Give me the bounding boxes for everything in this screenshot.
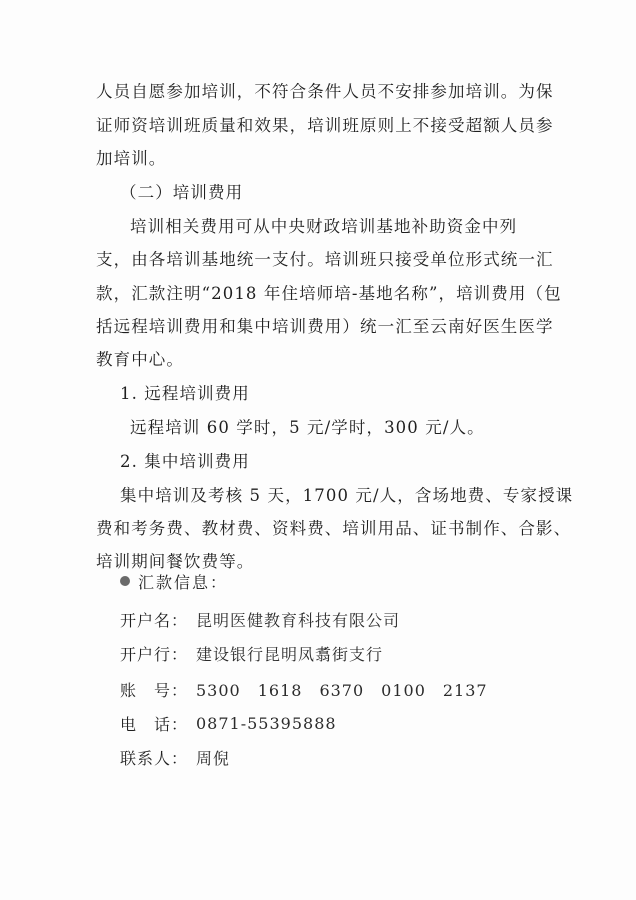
phone-row	[120, 713, 337, 733]
account-name-row	[120, 609, 400, 629]
section-heading: （二）培训费用	[120, 183, 244, 202]
bank-row	[120, 643, 383, 663]
field-value: 5300 1618 6370 0100 2137	[196, 680, 488, 700]
field-label: 开户行：	[120, 644, 189, 664]
field-value: 昆明医健教育科技有限公司	[196, 610, 401, 630]
field-value: 建设银行昆明凤翥街支行	[196, 644, 384, 664]
remittance-heading-row	[120, 571, 228, 591]
paragraph-line: 集中培训及考核 5 天，1700 元/人，含场地费、专家授课	[120, 486, 574, 505]
paragraph-line: 款，汇款注明“2018 年住培师培-基地名称”，培训费用（包	[96, 284, 562, 303]
remittance-heading: 汇款信息：	[138, 572, 229, 592]
paragraph-line: 人员自愿参加培训，不符合条件人员不安排参加培训。为保	[96, 82, 554, 101]
item-heading: 2. 集中培训费用	[120, 452, 250, 471]
contact-row	[120, 747, 230, 767]
paragraph-line: 支，由各培训基地统一支付。培训班只接受单位形式统一汇	[96, 250, 554, 269]
paragraph-line: 费和考务费、教材费、资料费、培训用品、证书制作、合影、	[96, 519, 572, 538]
item-text: 远程培训 60 学时，5 元/学时，300 元/人。	[130, 418, 485, 437]
paragraph-line: 括远程培训费用和集中培训费用）统一汇至云南好医生医学	[96, 317, 554, 336]
paragraph-line: 培训期间餐饮费等。	[96, 552, 255, 571]
bullet-icon	[120, 576, 130, 586]
account-number-row	[120, 679, 488, 699]
paragraph-line: 培训相关费用可从中央财政培训基地补助资金中列	[130, 217, 518, 236]
paragraph-line: 证师资培训班质量和效果，培训班原则上不接受超额人员参	[96, 116, 554, 135]
paragraph-line: 加培训。	[96, 149, 167, 168]
field-label: 开户名：	[120, 610, 189, 630]
item-heading: 1. 远程培训费用	[120, 384, 250, 403]
field-label: 账 号：	[120, 680, 189, 700]
field-value: 0871-55395888	[196, 713, 337, 733]
field-label: 电 话：	[120, 714, 189, 734]
field-label: 联系人：	[120, 748, 189, 768]
paragraph-line: 教育中心。	[96, 350, 184, 369]
field-value: 周倪	[196, 748, 231, 768]
